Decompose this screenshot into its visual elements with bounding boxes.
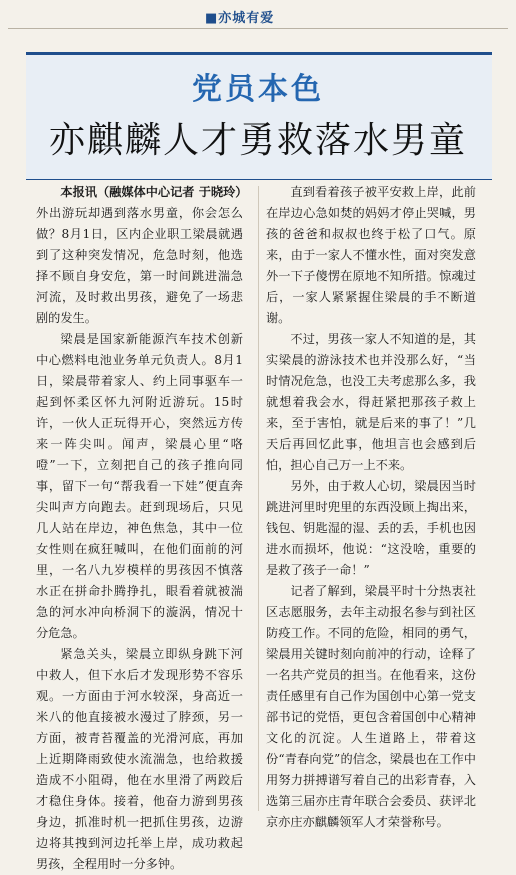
article-paragraph: 另外，由于救人心切，梁晨因当时跳进河里时兜里的东西没顾上掏出来，钱包、钥匙湿的湿、丢的丢，手机也因进水而损坏，他说：“这没啥，重要的是救了孩子一命！”: [266, 479, 476, 577]
column-divider: [258, 186, 259, 811]
article-byline: 本报讯（融媒体中心记者 于晓玲）: [60, 185, 248, 199]
paragraph-text: 外出游玩却遇到落水男童，你会怎么做？8月1日，区内企业职工梁晨就遇到了这种突发情况，危急时刻，他选择不顾自身安危，第一时间跳进湍急河流，及时救出男孩，避免了一场悲剧的发生。: [36, 206, 243, 325]
article-paragraph: [36, 182, 248, 329]
article-kicker: 党员本色: [192, 72, 324, 107]
article-body-right: [266, 182, 476, 833]
article-body-left: [36, 182, 248, 875]
top-rule: [8, 28, 508, 29]
article-paragraph: 不过，男孩一家人不知道的是，其实梁晨的游泳技术也并没那么好，“当时情况危急，也没工夫考虑那么多，我就想着我会水，得赶紧把那孩子救上来，至于害怕，就是后来的事了！”几天后再回忆此事，他坦言也会感到后怕，担心自己万一上不来。: [266, 332, 476, 472]
column-tag: ■亦城有爱: [205, 11, 275, 26]
article-paragraph: 直到看着孩子被平安救上岸，此前在岸边心急如焚的妈妈才停止哭喊，男孩的爸爸和叔叔也终于松了口气。原来，由于一家人不懂水性，面对突发意外一下子傻愣在原地不知所措。惊魂过后，一家人紧紧握住梁晨的手不断道谢。: [266, 185, 476, 325]
article-headline: 亦麒麟人才勇救落水男童: [48, 120, 467, 161]
article-paragraph: 梁晨是国家新能源汽车技术创新中心燃料电池业务单元负责人。8月1日，梁晨带着家人、约上同事驱车一起到怀柔区怀九河附近游玩。15时许，一伙人正玩得开心，突然远方传来一阵尖叫。闻声，梁晨心里“咯噔”一下，立刻把自己的孩子推向同事，留下一句“帮我看一下娃”便直奔尖叫声方向跑去。赶到现场后，只见几人站在岸边，神色焦急，其中一位女性则在疯狂喊叫，在他们面前的河里，一名八九岁模样的男孩因不慎落水正在拼命扑腾挣扎，眼看着就被湍急的河水冲向桥洞下的漩涡，情况十分危急。: [36, 332, 243, 640]
article-paragraph: 紧急关头，梁晨立即纵身跳下河中救人，但下水后才发现形势不容乐观。一方面由于河水较深，身高近一米八的他直接被水漫过了脖颈，另一方面，被青苔覆盖的光滑河底，再加上近期降雨致使水流湍急，也给救援造成不小阻碍，他在水里滑了两跤后才稳住身体。接着，他奋力游到男孩身边，抓准时机一把抓住男孩，边游边将其拽到河边托举上岸，成功救起男孩，全程用时一分多钟。: [36, 647, 243, 871]
article-paragraph: 记者了解到，梁晨平时十分热衷社区志愿服务，去年主动报名参与到社区防疫工作。不同的危险，相同的勇气，梁晨用关键时刻向前冲的行动，诠释了一名共产党员的担当。在他看来，这份责任感里有自己作为国创中心第一党支部书记的党悟，更包含着国创中心精神文化的沉淀。人生道路上，带着这份“青春向党”的信念，梁晨也在工作中用努力拼搏谱写着自己的出彩青春，入选第三届亦庄青年联合会委员、获评北京亦庄亦麒麟领军人才荣誉称号。: [266, 584, 476, 829]
